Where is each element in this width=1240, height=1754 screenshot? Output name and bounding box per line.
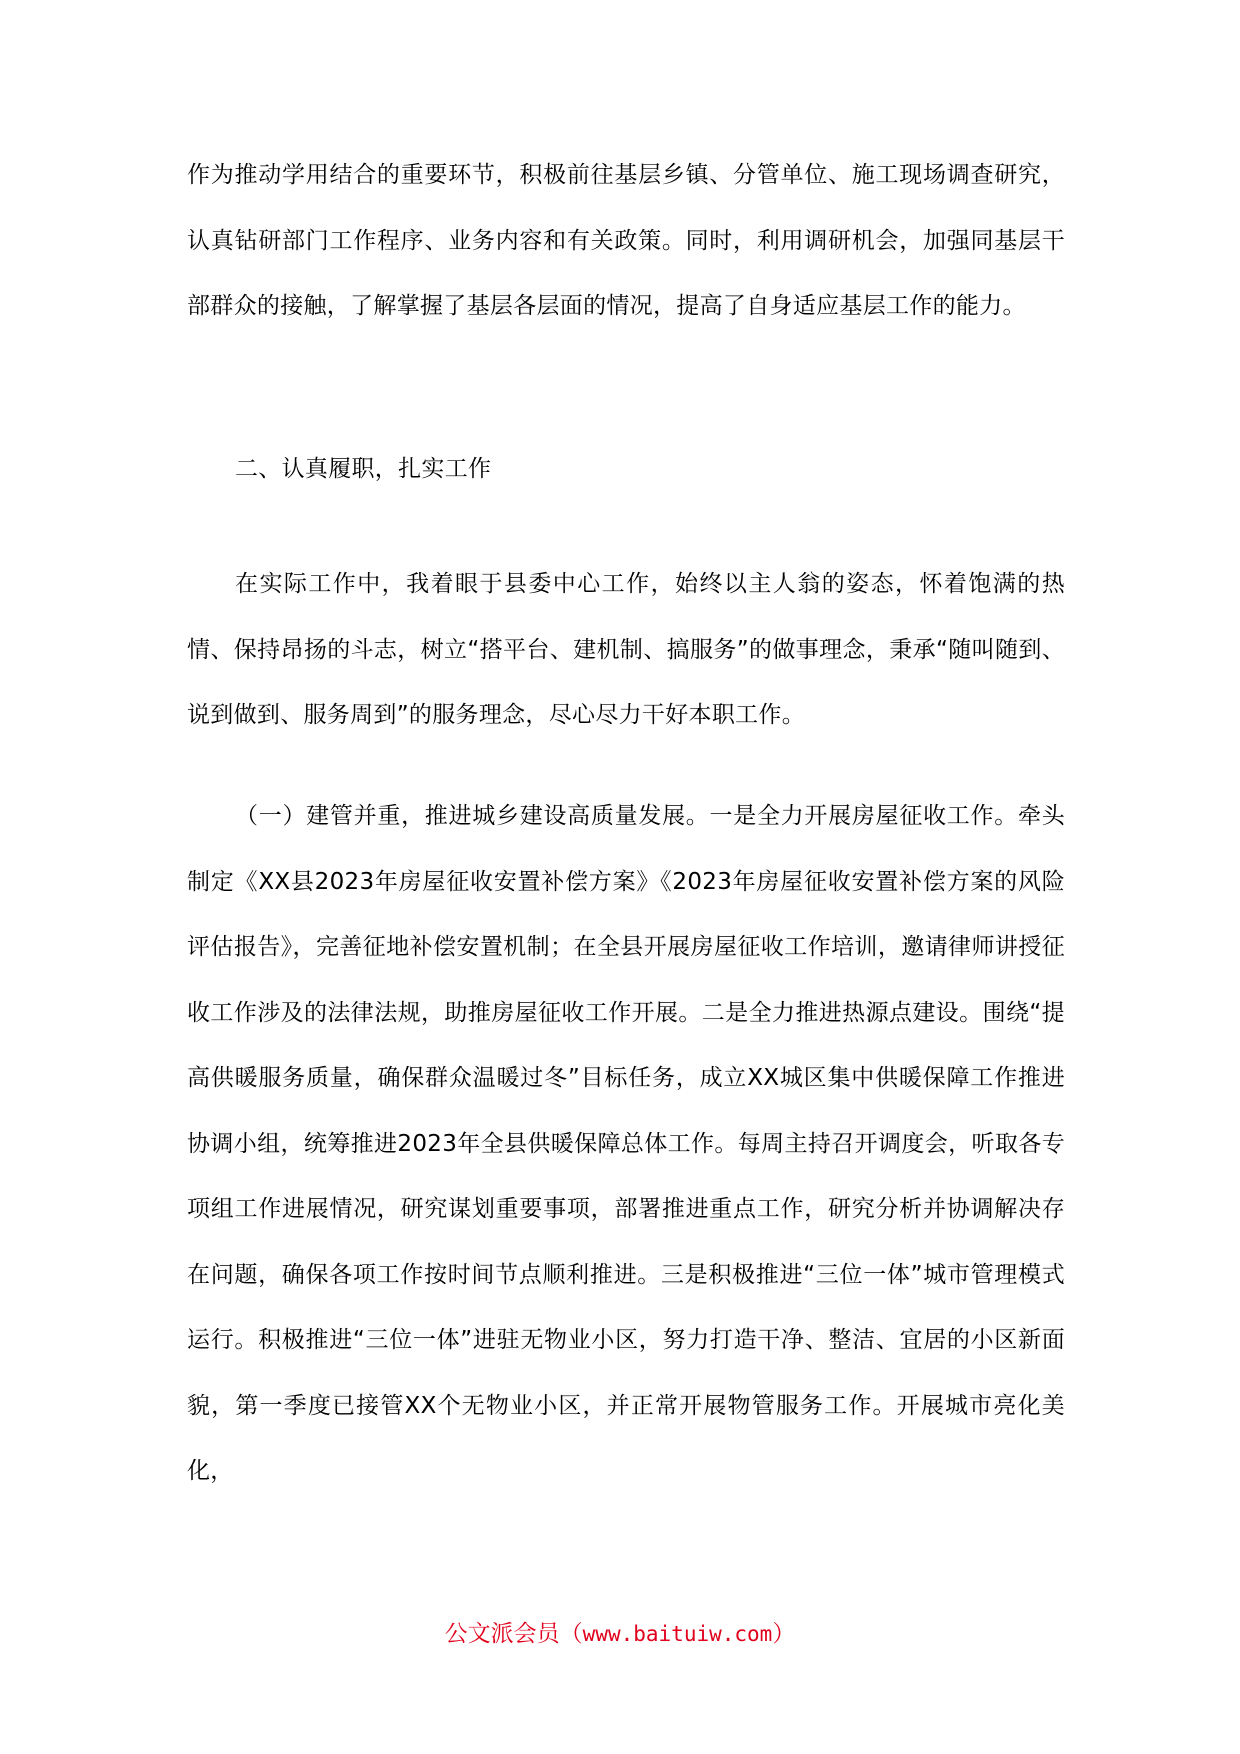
footer-brand: 公文派会员 [444,1621,560,1647]
paragraph-section-intro: 在实际工作中，我着眼于县委中心工作，始终以主人翁的姿态，怀着饱满的热情、保持昂扬的斗志，树立“搭平台、建机制、搞服务”的做事理念，秉承“随叫随到、说到做到、服务周到”的服务理念，尽心尽力干好本职工作。 [187,571,1065,728]
footer-url[interactable]: www.baituiw.com [582,1622,773,1646]
paragraph-intro-continuation: 作为推动学用结合的重要环节，积极前往基层乡镇、分管单位、施工现场调查研究，认真钻研部门工作程序、业务内容和有关政策。同时，利用调研机会，加强同基层干部群众的接触，了解掌握了基层各层面的情况，提高了自身适应基层工作的能力。 [187,162,1065,319]
footer-open-paren: （ [559,1621,583,1647]
section-heading: 二、认真履职，扎实工作 [235,456,492,482]
footer-watermark-link[interactable] [0,1619,1240,1649]
paragraph-subsection-one: （一）建管并重，推进城乡建设高质量发展。一是全力开展房屋征收工作。牵头制定《XX县2023年房屋征收安置补偿方案》《2023年房屋征收安置补偿方案的风险评估报告》，完善征地补偿安置机制；在全县开展房屋征收工作培训，邀请律师讲授征收工作涉及的法律法规，助推房屋征收工作开展。二是全力推进热源点建设。围绕“提高供暖服务质量，确保群众温暖过冬”目标任务，成立XX城区集中供暖保障工作推进协调小组，统筹推进2023年全县供暖保障总体工作。每周主持召开调度会，听取各专项组工作进展情况，研究谋划重要事项，部署推进重点工作，研究分析并协调解决存在问题，确保各项工作按时间节点顺利推进。三是积极推进“三位一体”城市管理模式运行。积极推进“三位一体”进驻无物业小区，努力打造干净、整洁、宜居的小区新面貌，第一季度已接管XX个无物业小区，并正常开展物管服务工作。开展城市亮化美化， [187,803,1065,1484]
footer-close-paren: ） [772,1621,796,1647]
